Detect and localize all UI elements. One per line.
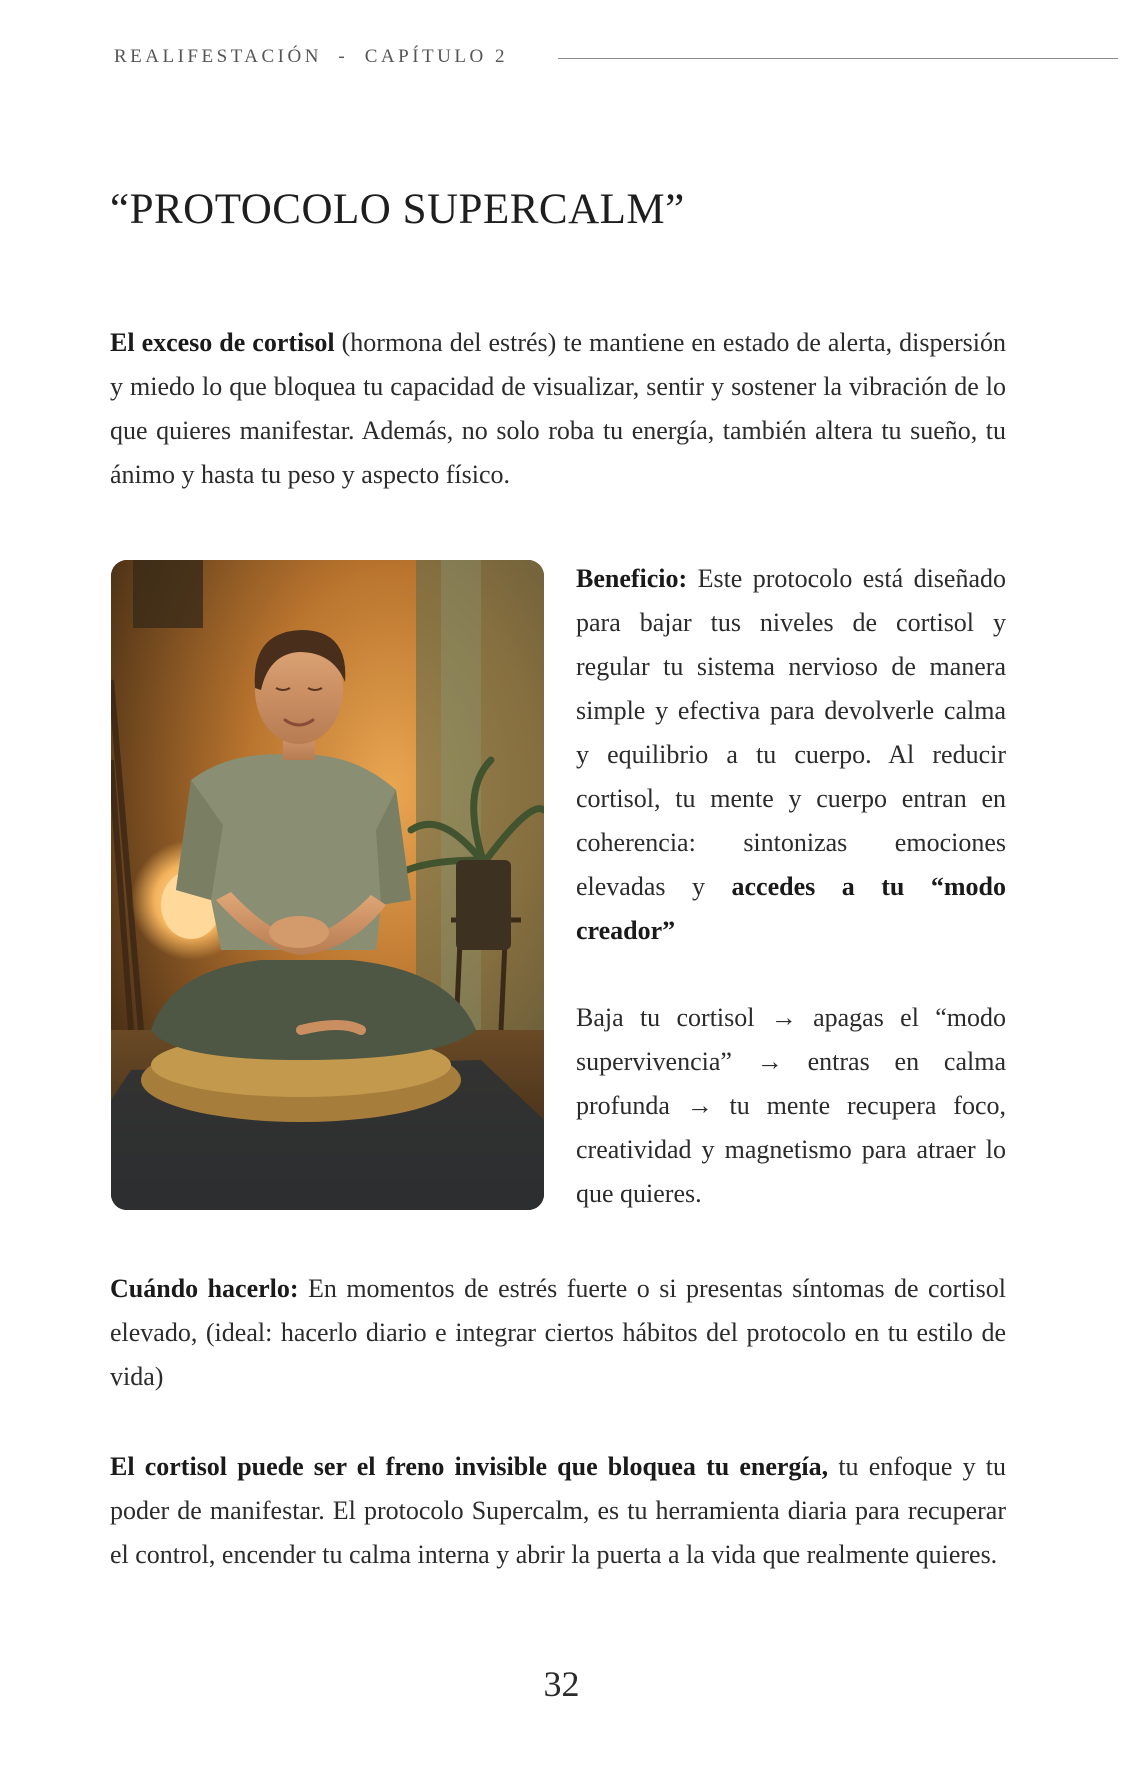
- intro-paragraph: [110, 321, 1006, 497]
- closing-bold-lead: El cortisol puede ser el freno invisible que bloquea tu energía,: [110, 1452, 829, 1481]
- benefit-label: Beneficio:: [576, 564, 688, 593]
- meditation-photo: [111, 560, 544, 1210]
- when-text: En momentos de estrés fuerte o si presentas síntomas de cortisol elevado, (ideal: hacerlo diario e integrar ciertos hábitos del protocolo en tu estilo de vida): [110, 1274, 1006, 1391]
- header-rule: [558, 58, 1118, 59]
- intro-bold-lead: El exceso de cortisol: [110, 328, 335, 357]
- chain-paragraph: Baja tu cortisol → apagas el “modo supervivencia” → entras en calma profunda → tu mente recupera foco, creatividad y magnetismo para atraer lo que quieres.: [576, 1003, 1006, 1208]
- benefit-paragraph: [576, 557, 1006, 953]
- closing-paragraph: [110, 1445, 1006, 1577]
- running-header: [114, 46, 508, 68]
- chapter-label: CAPÍTULO 2: [364, 46, 508, 67]
- when-label: Cuándo hacerlo:: [110, 1274, 299, 1303]
- page-number: 32: [543, 1664, 580, 1704]
- closing-text: tu enfoque y tu poder de manifestar. El protocolo Supercalm, es tu herramienta diaria para recuperar el control, encender tu calma interna y abrir la puerta a la vida que realmente quieres.: [110, 1452, 1006, 1569]
- meditation-illustration: [111, 560, 544, 1210]
- intro-text: (hormona del estrés) te mantiene en estado de alerta, dispersión y miedo lo que bloquea tu capacidad de visualizar, sentir y sostener la vibración de lo que quieres manifestar. Además, no solo roba tu energía, también altera tu sueño, tu ánimo y hasta tu peso y aspecto físico.: [110, 328, 1007, 489]
- when-paragraph: [110, 1267, 1006, 1399]
- benefit-text: Este protocolo está diseñado para bajar tus niveles de cortisol y regular tu sistema nervioso de manera simple y efectiva para devolverle calma y equilibrio a tu cuerpo. Al reducir cortisol, tu mente y cuerpo entran en coherencia: sintonizas emociones elevadas y: [576, 564, 1006, 901]
- benefit-bold-end: accedes a tu “modo creador”: [576, 872, 1006, 945]
- book-title: REALIFESTACIÓN: [114, 46, 322, 67]
- page-title: “PROTOCOLO SUPERCALM”: [110, 186, 685, 233]
- header-separator: -: [338, 46, 349, 67]
